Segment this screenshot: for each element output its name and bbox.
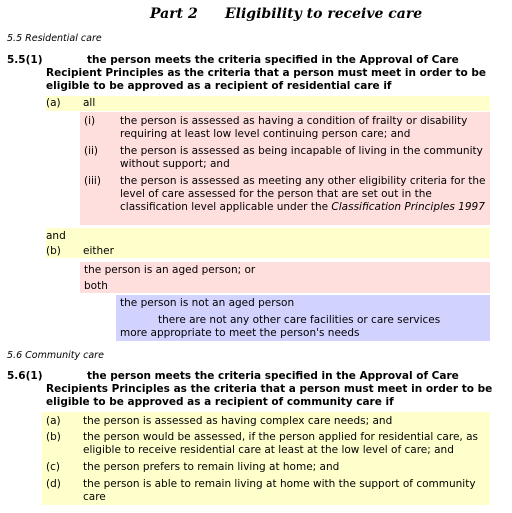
item-a-text: all — [83, 97, 96, 109]
subitem-i-text: the person is assessed as having a condition of frailty or disability requiring at least low level continuing person care; and — [120, 115, 468, 140]
community-item-b-label: (b) — [46, 431, 61, 443]
not-aged-text: the person is not an aged person — [120, 297, 295, 309]
subitem-i-label: (i) — [84, 115, 96, 127]
community-item-a-text: the person is assessed as having complex care needs; and — [83, 415, 393, 427]
both-text: both — [84, 280, 108, 292]
subitem-ii-text: the person is assessed as being incapable of living in the community without support; and — [120, 145, 483, 170]
community-item-d-text: the person is able to remain living at home with the support of community care — [83, 478, 476, 503]
community-item-b-text: the person would be assessed, if the person applied for residential care, as eligible to receive residential care at least at the low level of care; and — [83, 431, 478, 456]
clause-intro-5-6: the person meets the criteria specified in the Approval of Care Recipients Principles as the criteria that a person must meet in order to be eligible to be approved as a recipient of community care if — [46, 370, 493, 408]
page-title: Eligibility to receive care — [225, 6, 423, 22]
clause-intro-5-5: the person meets the criteria specified in the Approval of Care Recipient Principles as the criteria that a person must meet in order to be eligible to be approved as a recipient of residential care if — [46, 54, 486, 92]
section-heading-community: 5.6 Community care — [7, 350, 104, 361]
item-b-text: either — [83, 245, 114, 257]
community-item-c-label: (c) — [46, 461, 60, 473]
item-a-label: (a) — [46, 97, 61, 109]
no-facilities-text: there are not any other care facilities or care services more appropriate to meet the person's needs — [120, 314, 441, 339]
subitem-iii-label: (iii) — [84, 175, 101, 187]
clause-number-5-6: 5.6(1) — [7, 370, 43, 382]
community-item-d-label: (d) — [46, 478, 61, 490]
section-heading-residential: 5.5 Residential care — [7, 33, 102, 44]
community-item-c-text: the person prefers to remain living at home; and — [83, 461, 340, 473]
item-b-label: (b) — [46, 245, 61, 257]
subitem-ii-label: (ii) — [84, 145, 99, 157]
part-label: Part 2 — [150, 6, 198, 22]
clause-number-5-5: 5.5(1) — [7, 54, 43, 66]
item-a-highlight — [46, 96, 490, 111]
and-connector: and — [46, 230, 66, 242]
community-item-a-label: (a) — [46, 415, 61, 427]
aged-text: the person is an aged person; or — [84, 264, 256, 276]
subitem-iii-text: the person is assessed as meeting any other eligibility criteria for the level of care assessed for the person that are set out in the classification level applicable under the Classification Principles 1997 — [120, 175, 486, 213]
